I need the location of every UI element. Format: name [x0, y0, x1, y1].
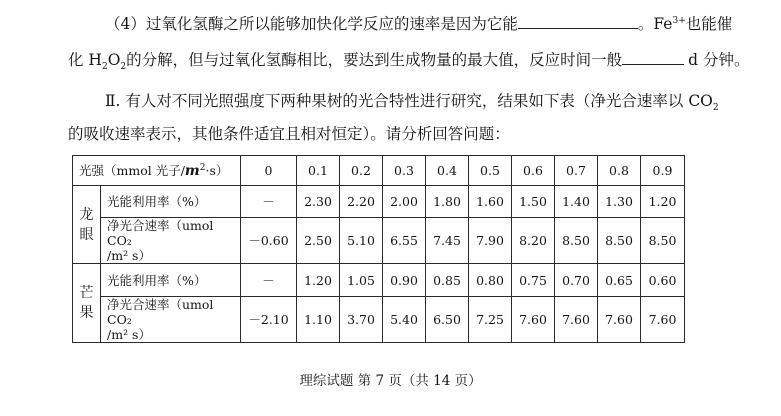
- table-cell: 7.60: [641, 297, 685, 343]
- question-4-text-d: d 分钟。: [688, 51, 750, 69]
- longan-label: 龙 眼: [73, 186, 101, 264]
- table-cell: 2.30: [297, 186, 340, 218]
- table-cell: 0.90: [383, 264, 426, 297]
- answer-blank-1: [518, 14, 638, 29]
- table-cell: 7.45: [426, 218, 469, 264]
- question-4-text-b: 也能催: [685, 15, 733, 34]
- table-cell: 8.50: [598, 218, 641, 264]
- table-cell: 0.65: [598, 264, 641, 297]
- table-cell: －0.60: [241, 218, 297, 264]
- intensity-cell: 0.4: [426, 156, 469, 186]
- intensity-cell: 0.1: [297, 156, 340, 186]
- table-cell: 6.50: [426, 297, 469, 343]
- mango-efficiency-row: [73, 264, 685, 297]
- answer-blank-2: [622, 50, 684, 65]
- fe-text: 。Fe: [637, 15, 673, 34]
- table-cell: 2.00: [383, 186, 426, 218]
- table-cell: 8.50: [641, 218, 685, 264]
- longan-efficiency-row: [73, 186, 685, 218]
- question-4-text-c: 的分解，但与过氧化氢酶相比，要达到生成物量的最大值，反应时间一般: [126, 51, 623, 69]
- table-cell: 5.10: [340, 218, 383, 264]
- table-cell: 1.10: [297, 297, 340, 343]
- h2o2-sub-1: 2: [101, 62, 108, 73]
- header-row: [73, 156, 685, 186]
- mango-label: 芒 果: [73, 264, 101, 343]
- rate-label: 净光合速率（umol CO₂ /m² s）: [101, 218, 241, 264]
- co2-sub: 2: [712, 103, 719, 114]
- intensity-cell: 0.9: [641, 156, 685, 186]
- table-cell: －2.10: [241, 297, 297, 343]
- table-cell: 5.40: [383, 297, 426, 343]
- intensity-cell: 0.8: [598, 156, 641, 186]
- table-cell: 1.60: [469, 186, 512, 218]
- table-cell: 1.20: [297, 264, 340, 297]
- table-cell: 8.50: [555, 218, 598, 264]
- table-cell: 0.80: [469, 264, 512, 297]
- table-cell: 8.20: [512, 218, 555, 264]
- table-cell: 3.70: [340, 297, 383, 343]
- question-4-line-1: [105, 11, 732, 34]
- h2o2-o: O: [107, 51, 121, 69]
- table-cell: 1.20: [641, 186, 685, 218]
- photosynthesis-table: [72, 155, 685, 343]
- intensity-cell: 0.3: [383, 156, 426, 186]
- intensity-cell: 0.2: [340, 156, 383, 186]
- table-cell: 6.55: [383, 218, 426, 264]
- table-cell: 7.60: [555, 297, 598, 343]
- light-intensity-header: 光强（mmol 光子$/m^2\cdot s$）: [73, 156, 241, 186]
- h2o2-sub-2: 2: [120, 62, 127, 73]
- table-cell: 2.50: [297, 218, 340, 264]
- table-cell: 1.30: [598, 186, 641, 218]
- table-cell: 1.50: [512, 186, 555, 218]
- intensity-cell: 0.7: [555, 156, 598, 186]
- mango-rate-row: [73, 297, 685, 343]
- section-2-text-a: Ⅱ. 有人对不同光照强度下两种果树的光合特性进行研究，结果如下表（净光合速率以 CO: [105, 92, 713, 110]
- table-cell: 0.75: [512, 264, 555, 297]
- table-cell: －: [241, 264, 297, 297]
- efficiency-label: 光能利用率（%）: [101, 186, 241, 218]
- table-cell: 1.05: [340, 264, 383, 297]
- longan-rate-row: [73, 218, 685, 264]
- table-cell: 1.80: [426, 186, 469, 218]
- table-cell: 7.60: [598, 297, 641, 343]
- question-4-line-2: [68, 50, 750, 77]
- section-2-line-1: [105, 91, 719, 118]
- table-cell: 0.85: [426, 264, 469, 297]
- table-cell: 1.40: [555, 186, 598, 218]
- table-cell: 0.70: [555, 264, 598, 297]
- intensity-cell: 0: [241, 156, 297, 186]
- intensity-cell: 0.6: [512, 156, 555, 186]
- table-cell: 7.25: [469, 297, 512, 343]
- fe-charge: 3+: [672, 16, 686, 26]
- h2o2-prefix: 化 H: [68, 51, 102, 69]
- section-2-text-b: 的吸收速率表示，其他条件适宜且相对恒定）。请分析回答问题：: [68, 125, 510, 143]
- question-4-text-a: （4）过氧化氢酶之所以能够加快化学反应的速率是因为它能: [105, 15, 518, 34]
- table-cell: 0.60: [641, 264, 685, 297]
- table-cell: 7.90: [469, 218, 512, 264]
- intensity-cell: 0.5: [469, 156, 512, 186]
- section-2-line-2: [68, 124, 510, 144]
- table-cell: 7.60: [512, 297, 555, 343]
- page-footer: 理综试题 第 7 页（共 14 页）: [299, 373, 482, 389]
- rate-label: 净光合速率（umol CO₂ /m² s）: [101, 297, 241, 343]
- table-cell: 2.20: [340, 186, 383, 218]
- efficiency-label: 光能利用率（%）: [101, 264, 241, 297]
- table-cell: －: [241, 186, 297, 218]
